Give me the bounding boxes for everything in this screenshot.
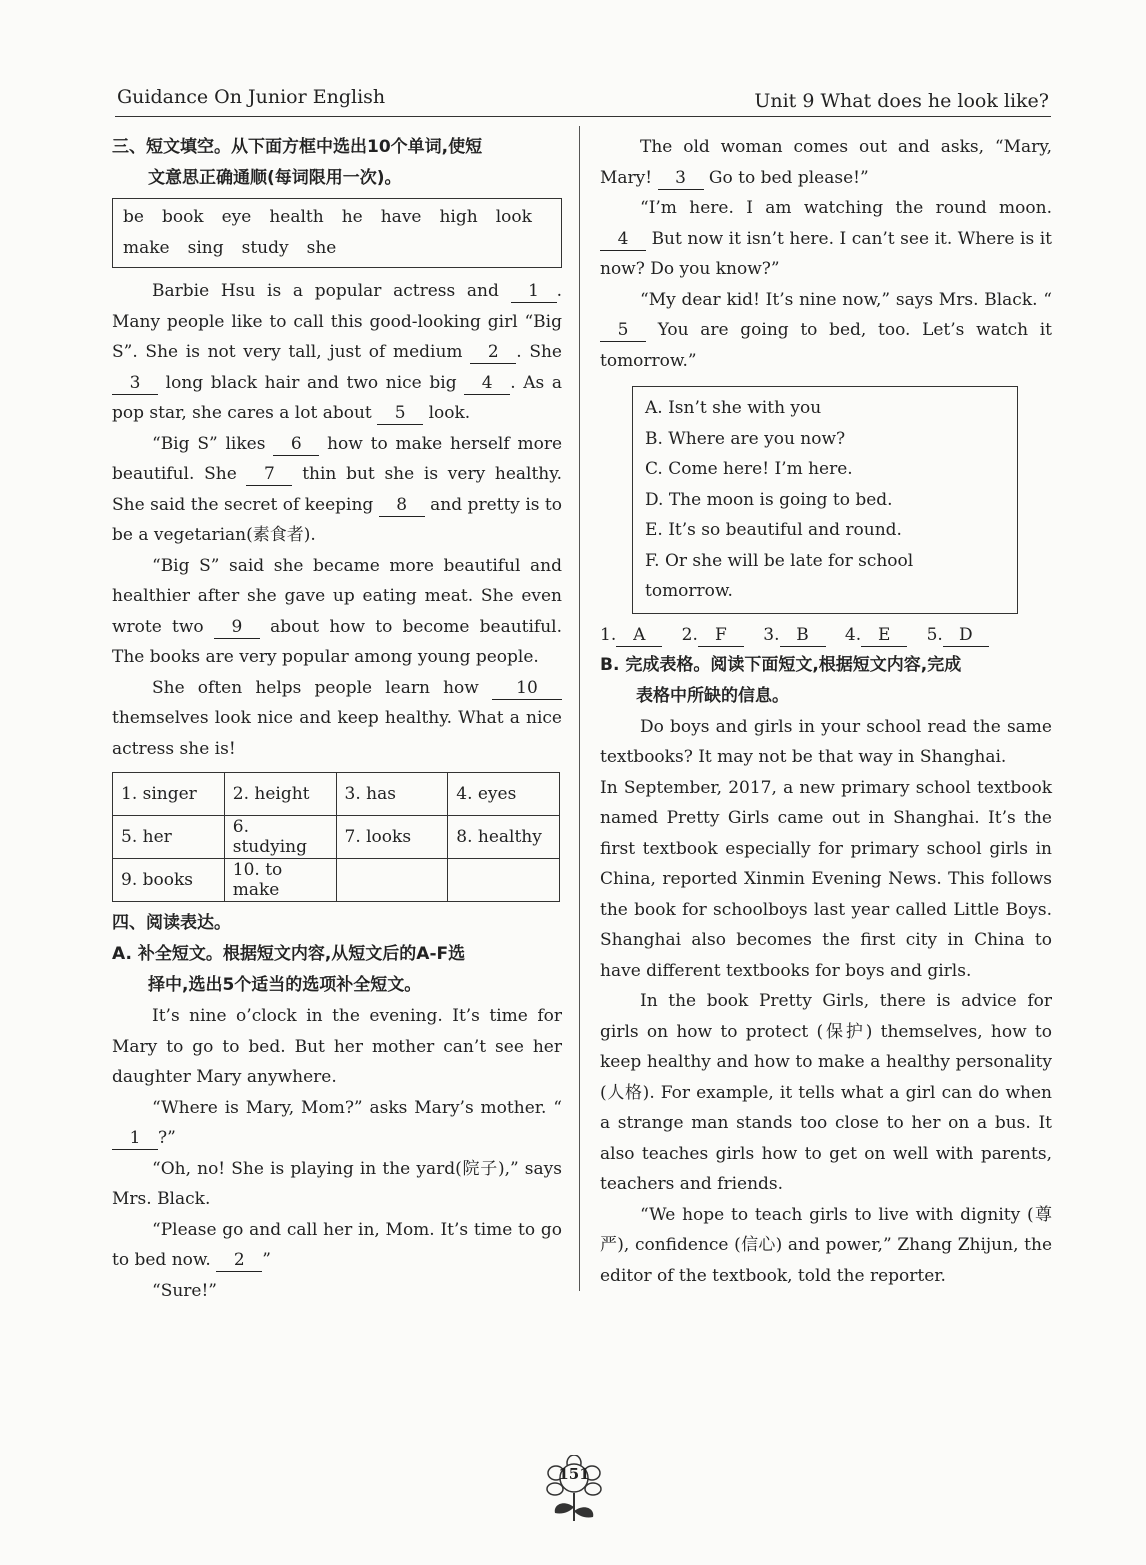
page-header <box>115 84 1051 117</box>
passage1-paragraph: “Big S” said she became more beautiful and healthier after she gave up eating meat. She even wrote two 9 about how to become beautiful. The books are very popular among young people. <box>112 555 563 667</box>
blank-9: 9 <box>214 616 260 639</box>
word-item: look <box>495 207 532 227</box>
table-cell: 8. healthy <box>448 816 560 859</box>
option-item: B. Where are you now? <box>645 428 846 449</box>
story-paragraph: “Sure!” <box>152 1280 217 1301</box>
article-paragraph: In the book Pretty Girls, there is advice for girls on how to protect (保护) themselves, how to keep healthy and how to make a healthy personality (人格). For example, it tells what a girl can do when a strange man stands too close to her on a bus. It also teaches girls how to get on well with parents, teachers and friends. <box>600 991 1052 1194</box>
section4b-heading <box>600 650 1052 712</box>
section3-heading <box>112 132 562 194</box>
blank-10: 10 <box>492 677 562 700</box>
word-item: make <box>123 238 170 258</box>
table-cell: 4. eyes <box>448 773 560 816</box>
story-paragraph: It’s nine o’clock in the evening. It’s time for Mary to go to bed. But her mother can’t see her daughter Mary anywhere. <box>112 1006 562 1087</box>
column-divider <box>579 126 580 1291</box>
word-item: she <box>306 238 337 258</box>
answer-item: 1. A <box>600 620 662 650</box>
story-paragraph: “I’m here. I am watching the round moon. 4 But now it isn’t here. I can’t see it. Where is it now? Do you know?” <box>600 198 1053 279</box>
option-item: A. Isn’t she with you <box>645 398 822 418</box>
blank-8: 8 <box>379 494 425 517</box>
table-row <box>113 859 560 902</box>
word-item: health <box>269 207 324 227</box>
section4a-heading <box>112 939 562 1001</box>
article-paragraph: In September, 2017, a new primary school textbook named Pretty Girls came out in Shanghai. It’s the first textbook especially for primary school girls in China, reported Xinmin Evening News. This follows the book for schoolboys last year called Little Boys. Shanghai also becomes the first city in China to have different textbooks for boys and girls. <box>600 777 1052 981</box>
word-item: high <box>439 207 478 227</box>
article-paragraph: Do boys and girls in your school read the same textbooks? It may not be that way in Shanghai. <box>600 716 1052 767</box>
table-row <box>113 816 560 859</box>
answer-value: F <box>698 624 744 647</box>
section3-heading-line1: 三、短文填空。从下面方框中选出10个单词,使短 <box>112 137 483 157</box>
answer-item: 4. E <box>845 620 907 650</box>
passage1-paragraph: She often helps people learn how 10 themselves look nice and keep healthy. What a nice actress she is! <box>112 677 562 759</box>
option-item: E. It’s so beautiful and round. <box>645 520 902 540</box>
word-item: sing <box>187 238 224 258</box>
section3-heading-line2: 文意思正确通顺(每词限用一次)。 <box>148 168 402 188</box>
blank-4: 4 <box>464 372 510 395</box>
blank-6: 6 <box>273 433 319 456</box>
answer-value: E <box>861 624 907 647</box>
word-item: book <box>161 207 204 227</box>
word-box <box>112 198 562 268</box>
table-cell: 6. studying <box>224 816 336 859</box>
table-cell <box>448 859 560 902</box>
word-item: eye <box>221 207 252 227</box>
option-item: C. Come here! I’m here. <box>645 459 853 479</box>
book-title: Guidance On Junior English <box>117 86 386 108</box>
answer-value: A <box>616 624 662 647</box>
table-cell: 7. looks <box>336 816 448 859</box>
table-cell: 3. has <box>336 773 448 816</box>
story-paragraph: “Oh, no! She is playing in the yard(院子),” says Mrs. Black. <box>112 1158 562 1209</box>
word-item: he <box>341 207 363 227</box>
unit-title: Unit 9 What does he look like? <box>754 90 1049 112</box>
blank-a5: 5 <box>600 319 646 342</box>
word-item: have <box>380 207 422 227</box>
blank-a3: 3 <box>658 167 704 190</box>
right-column <box>600 132 1052 1291</box>
section4b-heading-line1: B. 完成表格。阅读下面短文,根据短文内容,完成 <box>600 654 962 675</box>
table-row <box>113 773 560 816</box>
story-paragraph: “My dear kid! It’s nine now,” says Mrs. Black. “5 You are going to bed, too. Let’s watch it tomorrow.” <box>600 289 1053 371</box>
blank-1: 1 <box>511 280 557 303</box>
blank-5: 5 <box>377 402 423 425</box>
blank-7: 7 <box>246 463 292 486</box>
section4-heading: 四、阅读表达。 <box>112 913 231 933</box>
section4a-heading-line1: A. 补全短文。根据短文内容,从短文后的A-F选 <box>112 944 466 964</box>
word-item: be <box>123 207 144 227</box>
passage1-paragraph: “Big S” likes 6 how to make herself more beautiful. She 7 thin but she is very healthy. She said the secret of keeping 8 and pretty is to be a vegetarian(素食者). <box>112 433 563 545</box>
answer-item: 3. B <box>763 620 825 650</box>
passage1-paragraph: Barbie Hsu is a popular actress and 1 . Many people like to call this good-looking girl “Big S”. She is not very tall, just of medium 2 . She 3 long black hair and two nice big 4 . As a pop star, she cares a lot about 5 look. <box>112 281 563 423</box>
answer-table <box>112 772 560 902</box>
answer-value: D <box>943 624 989 647</box>
story-paragraph: “Please go and call her in, Mom. It’s time to go to bed now. 2 ” <box>112 1219 562 1270</box>
blank-2: 2 <box>470 341 516 364</box>
option-item: F. Or she will be late for school tomorrow. <box>645 550 914 601</box>
story-paragraph: “Where is Mary, Mom?” asks Mary’s mother. “1 ?” <box>112 1093 562 1154</box>
section4a-heading-line2: 择中,选出5个适当的选项补全短文。 <box>148 975 422 995</box>
article-paragraph: “We hope to teach girls to live with dignity (尊严), confidence (信心) and power,” Zhang Zhijun, the editor of the textbook, told the reporter. <box>600 1204 1052 1286</box>
options-box <box>632 386 1018 614</box>
page-number: 151 <box>558 1465 590 1483</box>
blank-a2: 2 <box>216 1249 262 1272</box>
left-column <box>112 132 562 1306</box>
table-cell: 9. books <box>113 859 225 902</box>
table-cell <box>336 859 448 902</box>
table-cell: 5. her <box>113 816 225 859</box>
answer-item: 2. F <box>682 620 744 650</box>
blank-a4: 4 <box>600 228 646 251</box>
answer-value: B <box>780 624 826 647</box>
page-number-badge <box>543 1455 605 1525</box>
blank-a1: 1 <box>112 1127 158 1150</box>
answer-item: 5. D <box>927 620 989 650</box>
blank-3: 3 <box>112 372 158 395</box>
table-cell: 1. singer <box>113 773 225 816</box>
word-item: study <box>241 238 289 258</box>
table-cell: 10. to make <box>224 859 336 902</box>
table-cell: 2. height <box>224 773 336 816</box>
story-paragraph: The old woman comes out and asks, “Mary, Mary! 3 Go to bed please!” <box>600 137 1052 188</box>
section4b-heading-line2: 表格中所缺的信息。 <box>636 685 789 706</box>
option-item: D. The moon is going to bed. <box>645 489 893 510</box>
answers-line <box>600 620 1052 650</box>
